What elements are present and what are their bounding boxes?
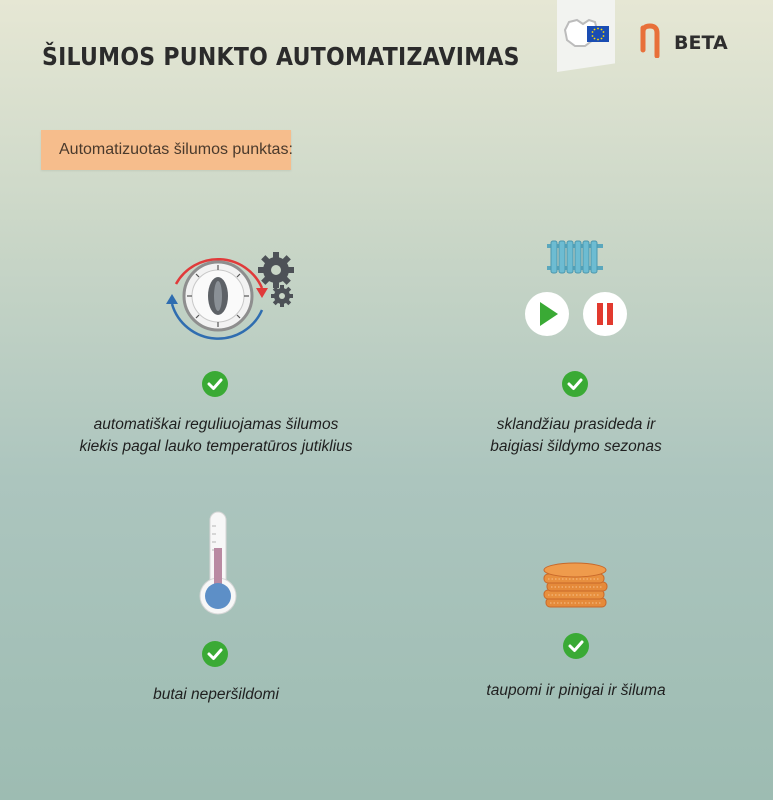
checkmark-icon	[562, 371, 588, 397]
beta-logo-icon	[640, 22, 666, 58]
subtitle-label: Automatizuotas šilumos punktas:	[59, 141, 293, 158]
caption-line: taupomi ir pinigai ir šiluma	[486, 682, 666, 699]
caption-line: baigiasi šildymo sezonas	[490, 438, 662, 455]
feature-caption	[461, 680, 691, 702]
thermometer-icon	[196, 510, 240, 616]
eu-funds-logo	[557, 0, 615, 72]
thermostat-dial-icon	[158, 248, 298, 348]
feature-caption	[66, 414, 366, 458]
checkmark-icon	[563, 633, 589, 659]
caption-line: automatiškai reguliuojamas šilumos	[93, 416, 339, 433]
page-title: ŠILUMOS PUNKTO AUTOMATIZAVIMAS	[42, 42, 520, 71]
caption-line: sklandžiau prasideda ir	[496, 416, 656, 433]
brand-text: BETA	[674, 32, 728, 54]
radiator-play-pause-icon	[520, 238, 632, 338]
caption-line: butai neperšildomi	[153, 686, 279, 703]
feature-caption	[116, 684, 316, 706]
coins-icon	[540, 560, 612, 616]
subtitle-banner	[41, 130, 291, 170]
checkmark-icon	[202, 641, 228, 667]
feature-caption	[446, 414, 706, 458]
checkmark-icon	[202, 371, 228, 397]
caption-line: kiekis pagal lauko temperatūros jutiklius	[79, 438, 353, 455]
